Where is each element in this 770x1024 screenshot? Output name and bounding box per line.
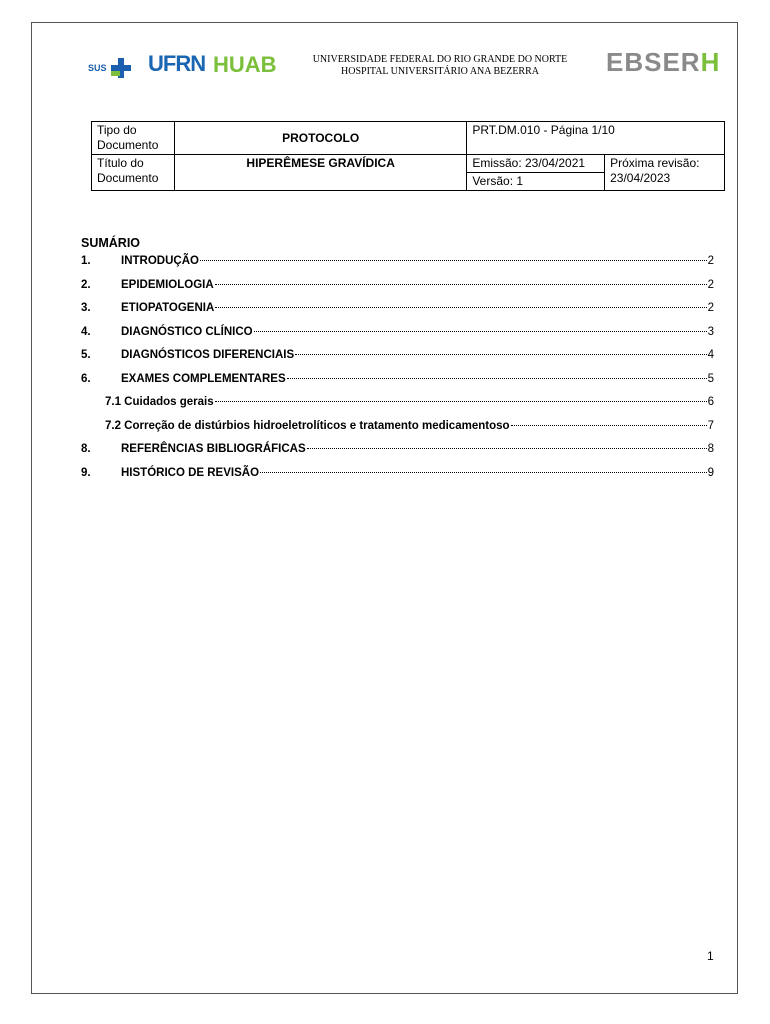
page-number: 1 [707,949,714,963]
toc-item-number: 9. [81,466,91,479]
toc-item-historico-revisao[interactable] [81,467,714,491]
toc-item-epidemiologia[interactable] [81,279,714,303]
toc-leader-dots [215,284,707,285]
toc-item-number: 4. [81,325,91,338]
toc-item-number: 1. [81,255,91,267]
toc-item-diagnostico-clinico[interactable] [81,326,714,350]
toc-item-page: 2 [707,302,714,314]
toc-item-number: 3. [81,302,91,314]
toc-item-label: 7.1 Cuidados gerais [105,396,214,408]
toc-item-number: 8. [81,443,91,455]
emissao-date: Emissão: 23/04/2021 [467,155,605,173]
summary-title: SUMÁRIO [81,236,141,250]
sus-logo [88,58,131,78]
toc-item-cuidados-gerais[interactable] [81,396,714,420]
toc-leader-dots [200,260,707,261]
university-name [290,54,590,78]
toc-item-page: 6 [707,396,714,408]
toc-item-introducao[interactable] [81,255,714,279]
toc-item-number: 2. [81,278,91,291]
toc-item-label: INTRODUÇÃO [121,255,199,267]
toc-item-label: 7.2 Correção de distúrbios hidroeletrolíticos e tratamento medicamentoso [105,419,510,432]
document-code: PRT.DM.010 - Página 1/10 [467,122,725,155]
ebserh-logo [606,47,720,78]
toc-item-label: DIAGNÓSTICOS DIFERENCIAIS [121,349,295,361]
ebserh-logo-h: H [700,47,721,77]
sus-cross-icon [111,58,131,78]
toc-item-label: DIAGNÓSTICO CLÍNICO [121,325,253,338]
toc-item-label: EXAMES COMPLEMENTARES [121,372,286,385]
toc-item-page: 2 [707,278,714,291]
toc-item-label: ETIOPATOGENIA [121,302,215,314]
toc-item-diagnosticos-diferenciais[interactable] [81,349,714,373]
toc-leader-dots [307,448,707,449]
university-line-2: HOSPITAL UNIVERSITÁRIO ANA BEZERRA [341,66,539,77]
sus-logo-text: SUS [88,63,107,73]
toc-leader-dots [254,331,707,332]
ufrn-logo: UFRN [148,51,206,76]
tipo-value: PROTOCOLO [174,122,466,155]
toc-item-page: 5 [707,372,714,385]
toc-item-page: 9 [707,466,714,479]
toc-item-etiopatogenia[interactable] [81,302,714,326]
ebserh-logo-main: EBSER [606,47,701,77]
toc-item-page: 2 [707,255,714,267]
toc-item-page: 4 [707,349,714,361]
toc-leader-dots [215,307,706,308]
titulo-label: Título do Documento [92,155,175,191]
toc-item-label: EPIDEMIOLOGIA [121,278,214,291]
toc-leader-dots [511,425,707,426]
toc-item-exames-complementares[interactable] [81,373,714,397]
university-line-1: UNIVERSIDADE FEDERAL DO RIO GRANDE DO NORTE [312,54,568,65]
tipo-label: Tipo do Documento [92,122,175,155]
toc-leader-dots [260,472,707,473]
toc-item-page: 8 [707,443,714,455]
toc-item-referencias[interactable] [81,443,714,467]
header-logos [88,47,721,88]
toc-item-number: 6. [81,372,91,385]
toc-leader-dots [287,378,707,379]
toc-item-correcao-disturbios[interactable] [81,420,714,444]
toc-item-number: 5. [81,349,91,361]
toc-item-page: 7 [707,419,714,432]
huab-logo: HUAB [213,52,277,77]
toc-item-label: REFERÊNCIAS BIBLIOGRÁFICAS [121,443,306,455]
table-of-contents [81,255,714,490]
titulo-value: HIPERÊMESE GRAVÍDICA [174,155,466,191]
proxima-revisao: Próxima revisão: 23/04/2023 [605,155,725,191]
toc-item-page: 3 [707,325,714,338]
document-info-table [91,121,725,191]
toc-leader-dots [295,354,706,355]
versao: Versão: 1 [467,173,605,191]
toc-leader-dots [215,401,707,402]
toc-item-label: HISTÓRICO DE REVISÃO [121,466,260,479]
